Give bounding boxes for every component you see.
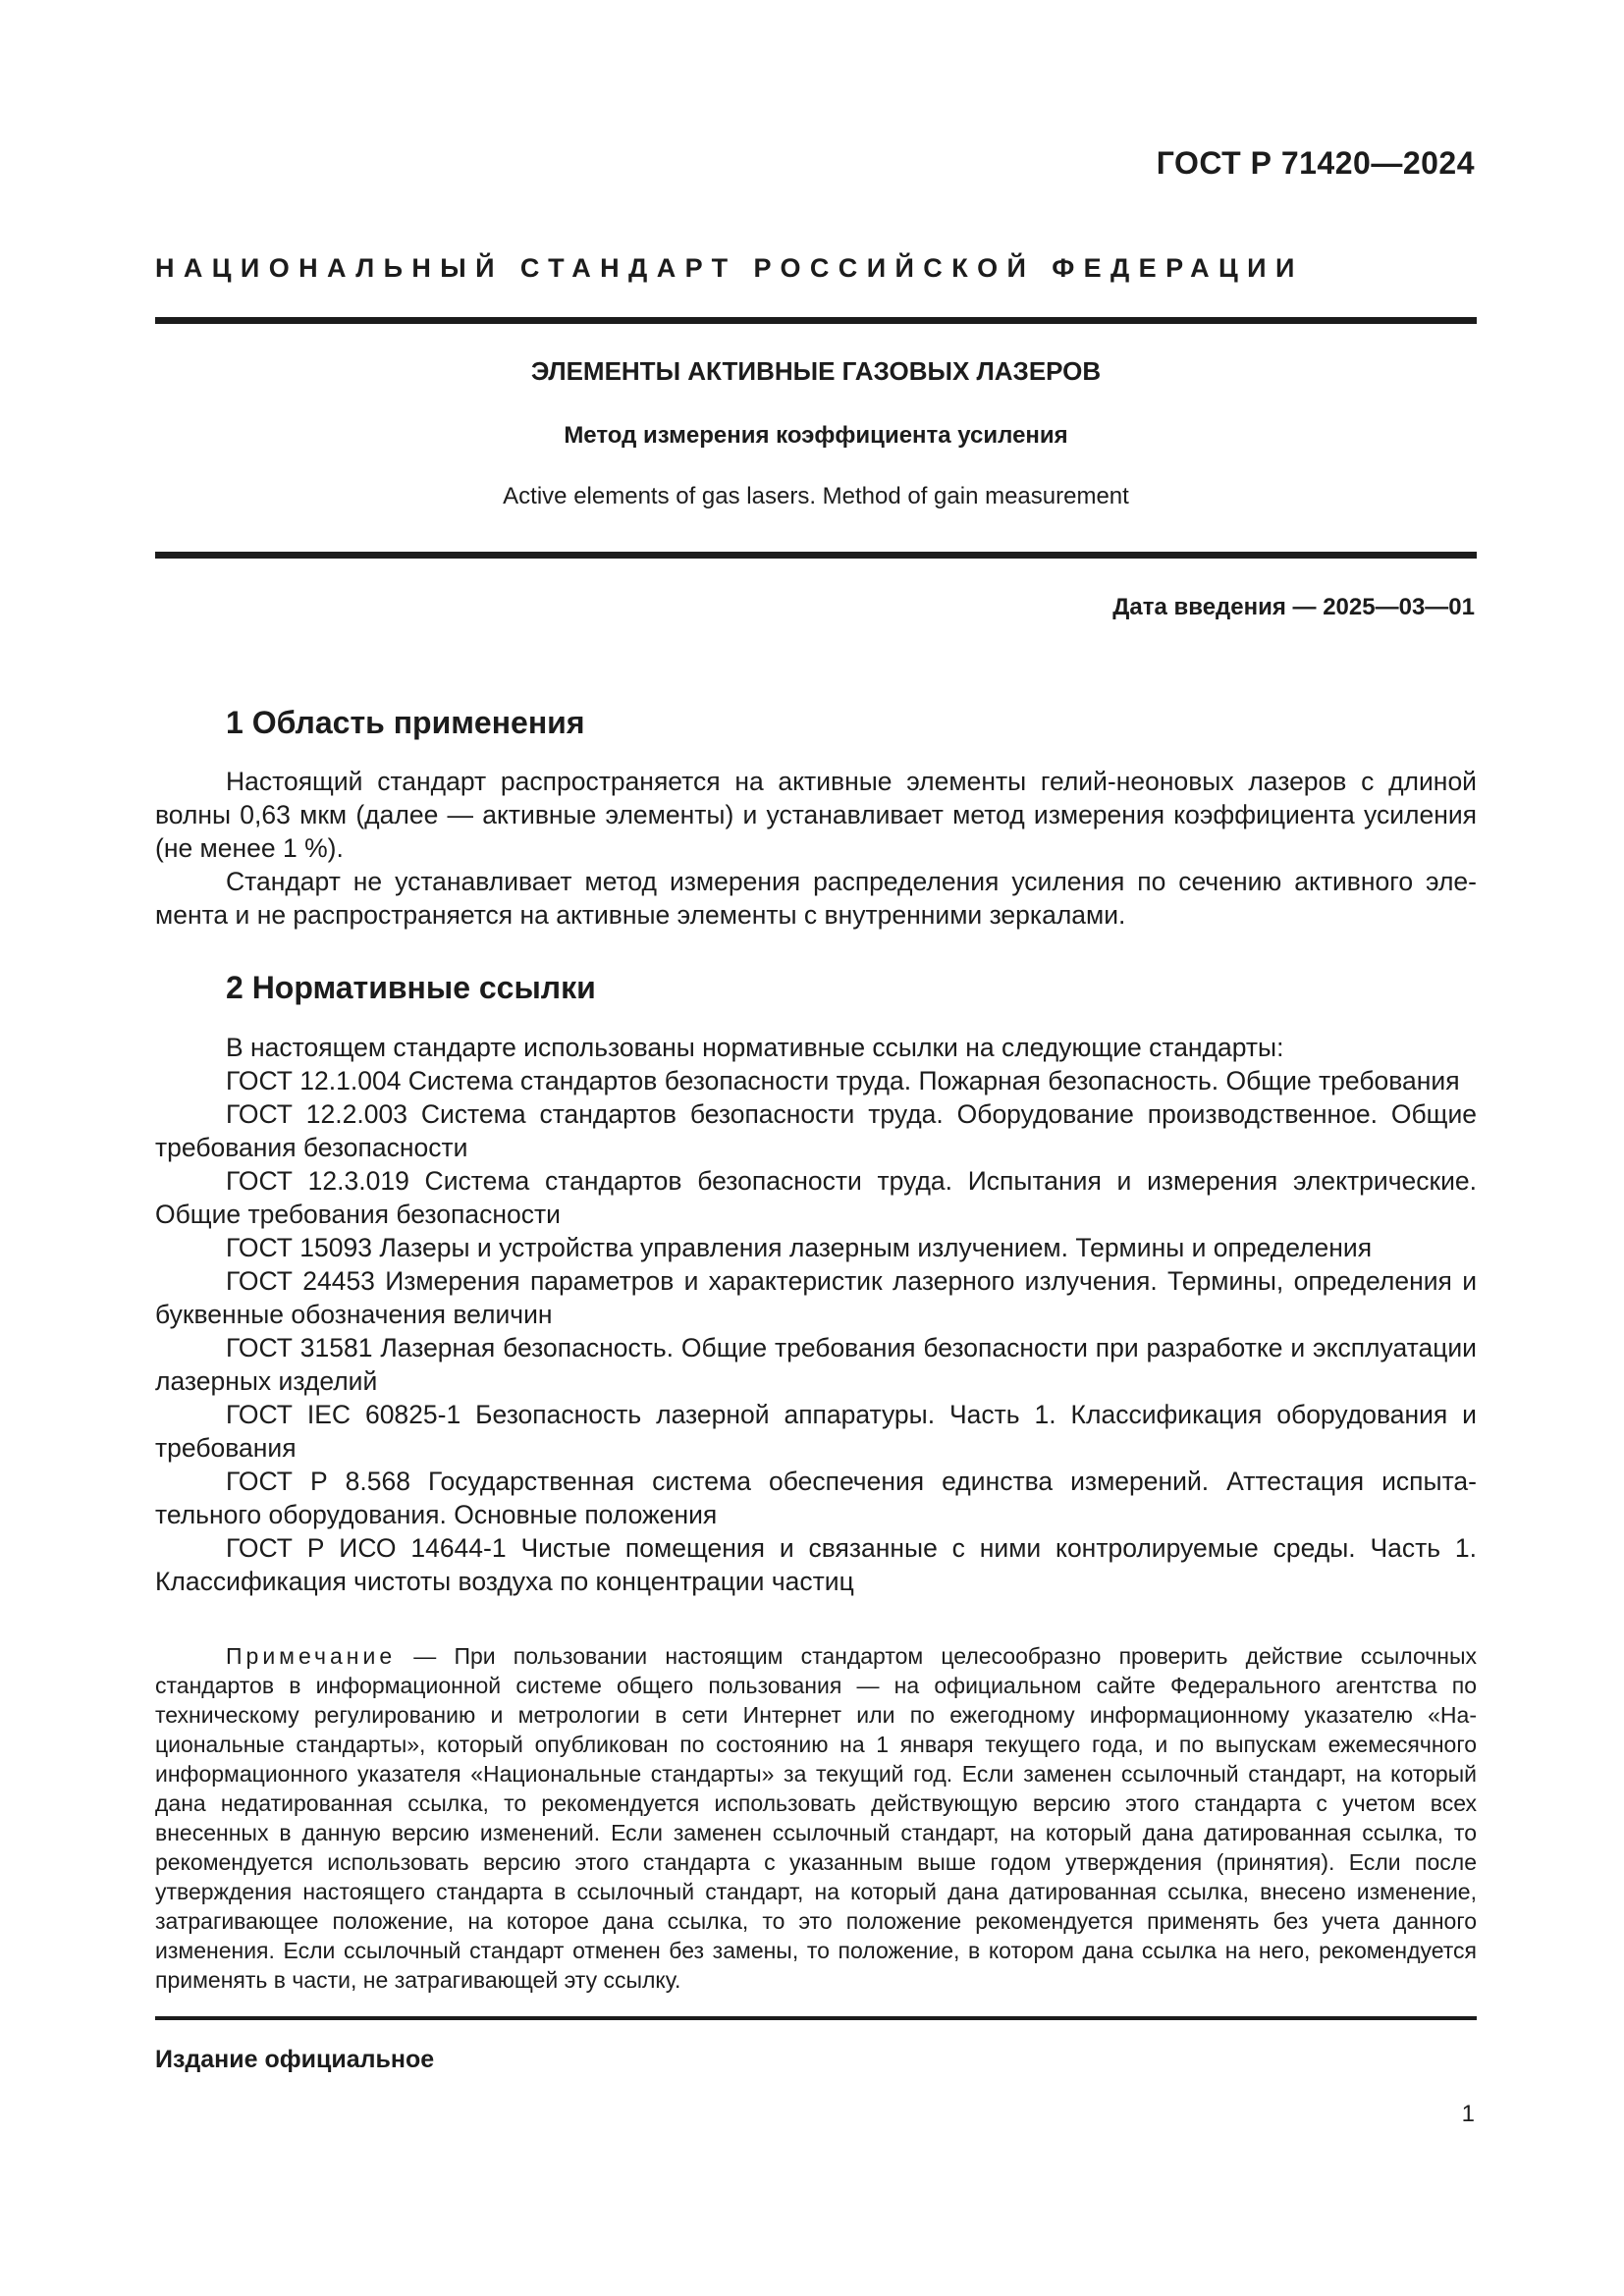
document-subtitle: Метод измерения коэффициента усиления: [564, 422, 1068, 449]
reference-item: ГОСТ IEC 60825-1 Безопасность лазерной аппаратуры. Часть 1. Классификация оборудования и требования: [155, 1400, 1477, 1463]
paragraph: Настоящий стандарт распространяется на активные элементы гелий-неоновых лазеров с длиной волны 0,63 мкм (далее — активные элементы) и устанавливает метод измерения коэффициента усиления (не менее 1 %).: [155, 767, 1477, 863]
page-number: 1: [1461, 2101, 1475, 2127]
edition-label: Издание официальное: [155, 2046, 435, 2073]
reference-item: ГОСТ 31581 Лазерная безопасность. Общие требования безопасности при разработке и эксплуатации лазерных изделий: [155, 1333, 1477, 1396]
section-2-heading: 2 Нормативные ссылки: [226, 970, 596, 1005]
note-text: — При пользовании настоящим стандартом целесообразно проверить действие ссылочных стандартов в информационной системе общего пользования — на официальном сайте Федерального агентства по техническому регулированию и метрологии в сети Интернет или по ежегодному информационному указателю «Национальные стандарты», который опубликован по состоянию на 1 января текущего года, и по выпускам ежемесячного информационного указателя «Национальные стандарты» за текущий год. Если заменен ссылочный стандарт, на который дана недатированная ссылка, то рекомендуется использовать действующую версию этого стандарта с учетом всех внесенных в данную версию изменений. Если заменен ссылочный стандарт, на который дана датированная ссылка, то рекомендуется использовать версию этого стандарта с указанным выше годом утверждения (принятия). Если после утверждения настоящего стандарта в ссылочный стандарт, на который дана датированная ссылка, внесено изменение, затрагивающее положение, на которое дана ссылка, то это положение рекомендуется применять без учета данного изменения. Если ссылочный стандарт отменен без замены, то положение, в котором дана ссылка на него, рекомендуется применять в части, не затрагивающей эту ссылку.: [155, 1643, 1477, 1993]
reference-item: ГОСТ 24453 Измерения параметров и характеристик лазерного излучения. Термины, определения и буквенные обозначения величин: [155, 1266, 1477, 1329]
title-rule: [155, 552, 1477, 559]
english-title: Active elements of gas lasers. Method of gain measurement: [503, 483, 1129, 509]
paragraph: Стандарт не устанавливает метод измерения распределения усиления по сечению активного элемента и не распространяется на активные элементы с внутренними зеркалами.: [155, 867, 1477, 930]
reference-item: ГОСТ Р 8.568 Государственная система обеспечения единства измерений. Аттестация испытательного оборудования. Основные положения: [155, 1467, 1477, 1529]
reference-item: ГОСТ 12.3.019 Система стандартов безопасности труда. Испытания и измерения электрические. Общие требования безопасности: [155, 1166, 1477, 1229]
reference-item: ГОСТ 15093 Лазеры и устройства управления лазерным излучением. Термины и определения: [226, 1233, 1373, 1262]
introduction-date: Дата введения — 2025—03—01: [1112, 594, 1475, 620]
note: [155, 1641, 1477, 1995]
reference-item: ГОСТ Р ИСО 14644-1 Чистые помещения и связанные с ними контролируемые среды. Часть 1. Классификация чистоты воздуха по концентрации частиц: [155, 1533, 1477, 1596]
note-label: Примечание: [226, 1643, 397, 1669]
top-rule: [155, 317, 1477, 324]
reference-item: ГОСТ 12.1.004 Система стандартов безопасности труда. Пожарная безопасность. Общие требования: [226, 1066, 1460, 1095]
section-1-heading: 1 Область применения: [226, 705, 585, 740]
footer-rule: [155, 2016, 1477, 2020]
references-intro: В настоящем стандарте использованы нормативные ссылки на следующие стандарты:: [226, 1033, 1284, 1062]
section-1-body: [155, 765, 1477, 932]
standard-number: ГОСТ Р 71420—2024: [1156, 145, 1475, 181]
reference-item: ГОСТ 12.2.003 Система стандартов безопасности труда. Оборудование производственное. Общие требования безопасности: [155, 1099, 1477, 1162]
document-title: ЭЛЕМЕНТЫ АКТИВНЫЕ ГАЗОВЫХ ЛАЗЕРОВ: [530, 356, 1102, 386]
national-standard-heading: НАЦИОНАЛЬНЫЙ СТАНДАРТ РОССИЙСКОЙ ФЕДЕРАЦИИ: [155, 253, 1304, 283]
section-2-body: [155, 1031, 1477, 1598]
